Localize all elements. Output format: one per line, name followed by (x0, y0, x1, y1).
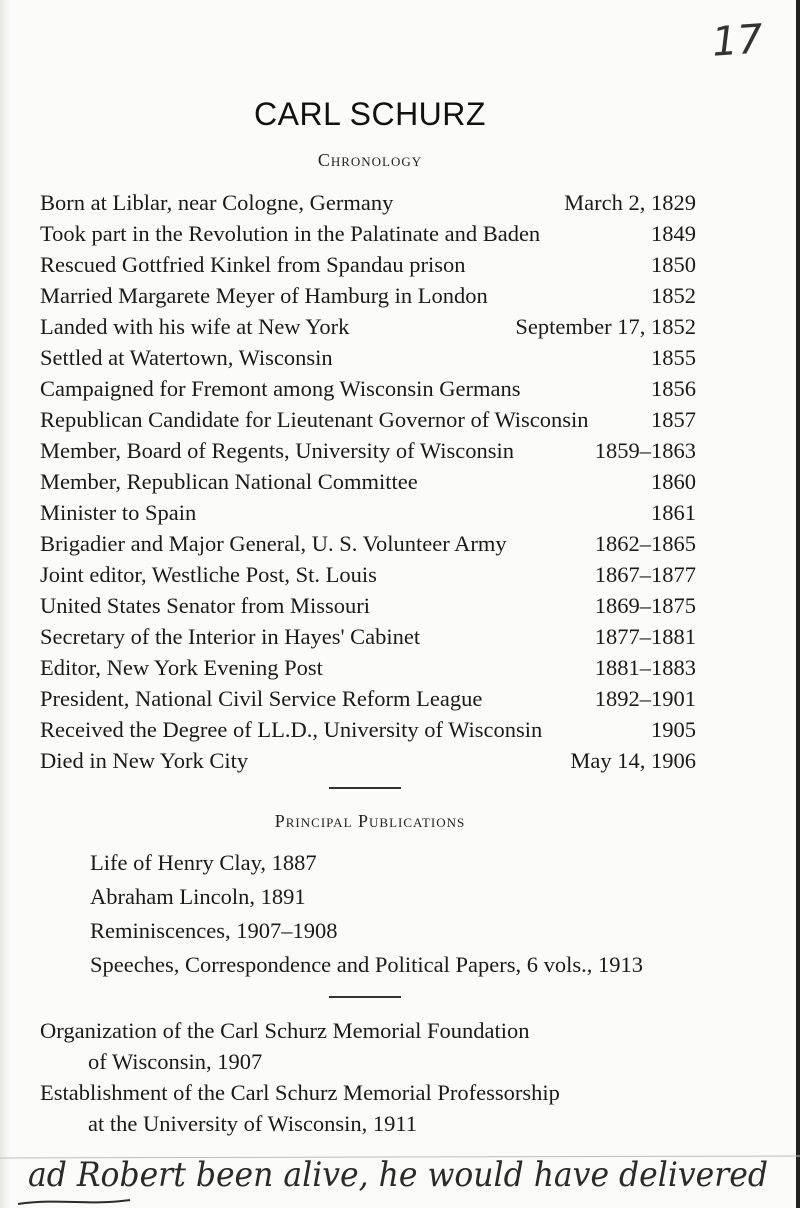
publication-item: Life of Henry Clay, 1887 (90, 850, 317, 875)
chronology-row (40, 655, 696, 686)
chronology-date: 1892–1901 (594, 686, 696, 711)
chronology-row (40, 221, 696, 252)
chronology-date: 1905 (651, 717, 696, 742)
chronology-event: Took part in the Revolution in the Palatinate and Baden (40, 221, 541, 246)
chronology-event: Landed with his wife at New York (40, 314, 350, 339)
chronology-row (40, 562, 696, 593)
chronology-row (40, 314, 696, 345)
chronology-event: Rescued Gottfried Kinkel from Spandau prison (40, 252, 466, 277)
chronology-date: 1857 (651, 407, 696, 432)
chronology-date: 1877–1881 (594, 624, 696, 649)
chronology-date: 1861 (651, 500, 696, 525)
chronology-row (40, 283, 696, 314)
handwritten-note-text: ad Robert been alive, he would have delivered (28, 1155, 768, 1195)
page-left-edge (0, 0, 10, 1208)
page-right-edge (796, 0, 800, 1208)
chronology-date: 1849 (651, 221, 696, 246)
chronology-event: President, National Civil Service Reform League (40, 686, 483, 711)
chronology-row (40, 190, 696, 221)
handwritten-note (0, 1128, 800, 1208)
chronology-date: 1860 (651, 469, 696, 494)
chronology-row (40, 500, 696, 531)
chronology-event: Secretary of the Interior in Hayes' Cabinet (40, 624, 421, 649)
chronology-date: March 2, 1829 (564, 190, 696, 215)
foundation-line: Organization of the Carl Schurz Memorial Foundation (40, 1018, 530, 1043)
chronology-list (40, 190, 696, 779)
chronology-heading: Chronology (317, 150, 423, 170)
page-number: 17 (710, 16, 765, 66)
chronology-date: 1855 (651, 345, 696, 370)
chronology-event: Minister to Spain (40, 500, 197, 525)
chronology-date: 1869–1875 (594, 593, 696, 618)
chronology-event: Married Margarete Meyer of Hamburg in London (40, 283, 488, 308)
publication-item: Speeches, Correspondence and Political Papers, 6 vols., 1913 (90, 952, 644, 977)
publication-item: Reminiscences, 1907–1908 (90, 918, 338, 943)
publications-list (90, 850, 730, 986)
foundation-line-continued: of Wisconsin, 1907 (88, 1049, 263, 1074)
chronology-row (40, 748, 696, 779)
page-title: CARL SCHURZ (254, 96, 486, 132)
chronology-row (40, 252, 696, 283)
chronology-row (40, 469, 696, 500)
chronology-date: 1862–1865 (594, 531, 696, 556)
chronology-row (40, 593, 696, 624)
chronology-date: 1859–1863 (594, 438, 696, 463)
chronology-event: Settled at Watertown, Wisconsin (40, 345, 333, 370)
publication-item: Abraham Lincoln, 1891 (90, 884, 306, 909)
chronology-row (40, 376, 696, 407)
chronology-event: Editor, New York Evening Post (40, 655, 323, 680)
chronology-date: 1881–1883 (594, 655, 696, 680)
chronology-date: 1852 (651, 283, 696, 308)
chronology-date: 1856 (651, 376, 696, 401)
section-divider (329, 787, 401, 789)
chronology-event: Died in New York City (40, 748, 249, 773)
foundation-line-continued: at the University of Wisconsin, 1911 (88, 1111, 418, 1136)
chronology-event: Received the Degree of LL.D., University of Wisconsin (40, 717, 543, 742)
chronology-event: Joint editor, Westliche Post, St. Louis (40, 562, 377, 587)
chronology-event: Born at Liblar, near Cologne, Germany (40, 190, 394, 215)
chronology-event: Member, Board of Regents, University of Wisconsin (40, 438, 514, 463)
chronology-event: Republican Candidate for Lieutenant Governor of Wisconsin (40, 407, 589, 432)
chronology-row (40, 531, 696, 562)
foundation-line: Establishment of the Carl Schurz Memorial Professorship (40, 1080, 560, 1105)
chronology-date: 1867–1877 (594, 562, 696, 587)
chronology-row (40, 438, 696, 469)
section-divider (329, 996, 401, 998)
chronology-event: Brigadier and Major General, U. S. Volunteer Army (40, 531, 507, 556)
chronology-row (40, 624, 696, 655)
publications-heading: Principal Publications (274, 811, 466, 831)
chronology-date: September 17, 1852 (515, 314, 696, 339)
chronology-row (40, 717, 696, 748)
foundations-list (40, 1018, 740, 1142)
chronology-row (40, 345, 696, 376)
chronology-row (40, 407, 696, 438)
chronology-event: Campaigned for Fremont among Wisconsin Germans (40, 376, 521, 401)
chronology-event: United States Senator from Missouri (40, 593, 370, 618)
chronology-row (40, 686, 696, 717)
chronology-date: May 14, 1906 (570, 748, 696, 773)
chronology-event: Member, Republican National Committee (40, 469, 418, 494)
chronology-date: 1850 (651, 252, 696, 277)
